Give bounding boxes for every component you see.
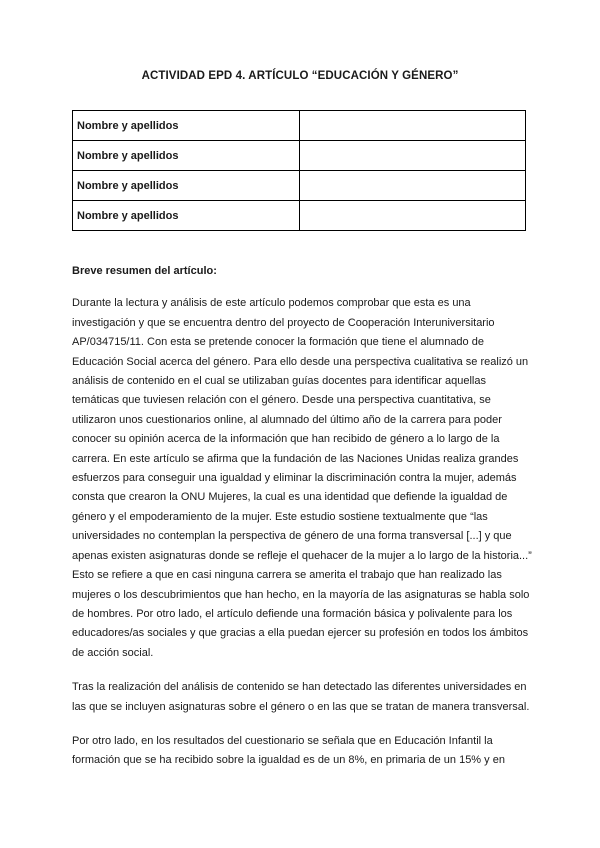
names-table [72, 110, 526, 231]
table-row [73, 171, 526, 201]
name-value-field[interactable] [300, 171, 526, 201]
table-row [73, 201, 526, 231]
table-row [73, 141, 526, 171]
name-value-field[interactable] [300, 111, 526, 141]
table-row [73, 111, 526, 141]
name-label: Nombre y apellidos [73, 171, 300, 201]
summary-paragraph: Durante la lectura y análisis de este artículo podemos comprobar que esta es una investigación y que se encuentra dentro del proyecto de Cooperación Interuniversitario AP/034715/11. Con esta se pretende conocer la formación que tiene el alumnado de Educación Social acerca del género. Para ello desde una perspectiva cualitativa se realizó un análisis de contenido en el cual se utilizaban guías docentes para identificar aquellas temáticas que tuviesen relación con el género. Desde una perspectiva cuantitativa, se utilizaron unos cuestionarios online, al alumnado del último año de la carrera para poder conocer su opinión acerca de la información que han recibido de género a lo largo de la carrera. En este artículo se afirma que la fundación de las Naciones Unidas realiza grandes esfuerzos para conseguir una igualdad y eliminar la discriminación contra la mujer, además consta que crearon la ONU Mujeres, la cual es una identidad que defiende la igualdad de género y el empoderamiento de la mujer. Este estudio sostiene textualmente que “las universidades no contemplan la perspectiva de género de una forma transversal [...] y que apenas existen asignaturas donde se refleje el quehacer de la mujer a lo largo de la historia...” Esto se refiere a que en casi ninguna carrera se amerita el trabajo que han realizado las mujeres o los descubrimientos que han hecho, en la mayoría de las asignaturas se habla solo de hombres. Por otro lado, el artículo defiende una formación básica y polivalente para los educadores/as sociales y que gracias a ella puedan ejercer su profesión en todos los ámbitos de acción social. [72, 297, 532, 659]
summary-section [72, 262, 532, 786]
name-label: Nombre y apellidos [73, 201, 300, 231]
summary-paragraph: Tras la realización del análisis de contenido se han detectado las diferentes universidades en las que se incluyen asignaturas sobre el género o en las que se tratan de manera transversal. [72, 681, 530, 713]
name-label: Nombre y apellidos [73, 111, 300, 141]
name-label: Nombre y apellidos [73, 141, 300, 171]
summary-paragraph: Por otro lado, en los resultados del cuestionario se señala que en Educación Infantil la formación que se ha recibido sobre la igualdad es de un 8%, en primaria de un 15% y en [72, 734, 505, 767]
summary-heading: Breve resumen del artículo: [72, 265, 217, 277]
name-value-field[interactable] [300, 141, 526, 171]
name-value-field[interactable] [300, 201, 526, 231]
document-title: ACTIVIDAD EPD 4. ARTÍCULO “EDUCACIÓN Y GÉNERO” [141, 70, 459, 82]
